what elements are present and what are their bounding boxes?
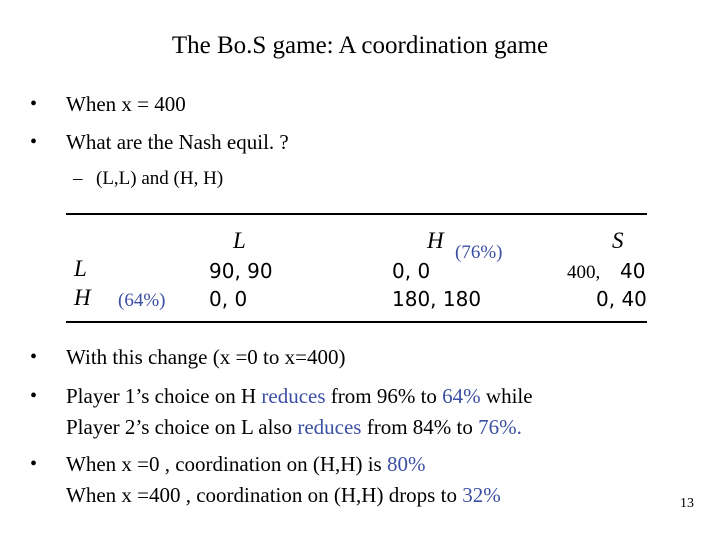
bullet-5-line-1 (66, 452, 425, 477)
slide-title: The Bo.S game: A coordination game (171, 32, 549, 59)
text-run: from 96% to (325, 384, 443, 408)
cell-l-s-first: 400, (567, 262, 601, 283)
text-run: When x =400 , coordination on (H,H) drops to (66, 483, 463, 507)
cell-h-h: 180, 180 (392, 287, 482, 311)
bullet-3: With this change (x =0 to x=400) (66, 345, 346, 369)
bullet-2: What are the Nash equil. ? (66, 130, 289, 154)
highlight-reduces: reduces (297, 415, 362, 439)
page-number: 13 (680, 496, 694, 511)
highlight-32-percent: 32% (462, 483, 501, 507)
text-run: while (480, 384, 533, 408)
highlight-reduces: reduces (261, 384, 326, 408)
highlight-80-percent: 80% (386, 452, 426, 476)
bullet-marker: • (30, 131, 38, 153)
column-header-h: H (427, 228, 444, 253)
sub-bullet-1: (L,L) and (H, H) (96, 168, 224, 189)
column-h-percentage: (76%) (455, 242, 503, 263)
bullet-marker: • (30, 385, 38, 407)
cell-l-h: 0, 0 (392, 259, 431, 283)
row-header-h: H (74, 285, 91, 310)
highlight-64-percent: 64% (442, 384, 481, 408)
text-run: When x =0 , coordination on (H,H) is (66, 452, 387, 476)
column-header-s: S (612, 228, 624, 253)
cell-h-l: 0, 0 (209, 287, 248, 311)
bullet-4-line-1 (66, 384, 533, 409)
bullet-5-line-2 (66, 483, 501, 508)
row-h-percentage: (64%) (118, 290, 166, 311)
row-header-l: L (74, 256, 87, 281)
sub-bullet-marker: – (73, 168, 83, 189)
highlight-76-percent: 76%. (478, 415, 522, 439)
column-header-l: L (233, 228, 246, 253)
bullet-marker: • (30, 346, 38, 368)
text-run: from 84% to (361, 415, 479, 439)
bullet-marker: • (30, 93, 38, 115)
text-run: Player 1’s choice on H (66, 384, 262, 408)
bullet-1: When x = 400 (66, 92, 186, 116)
cell-l-l: 90, 90 (209, 259, 273, 283)
bullet-4-line-2 (66, 415, 522, 440)
cell-l-s-second: 40 (620, 259, 646, 283)
text-run: Player 2’s choice on L also (66, 415, 298, 439)
cell-h-s: 0, 40 (596, 287, 647, 311)
bullet-marker: • (30, 453, 38, 475)
